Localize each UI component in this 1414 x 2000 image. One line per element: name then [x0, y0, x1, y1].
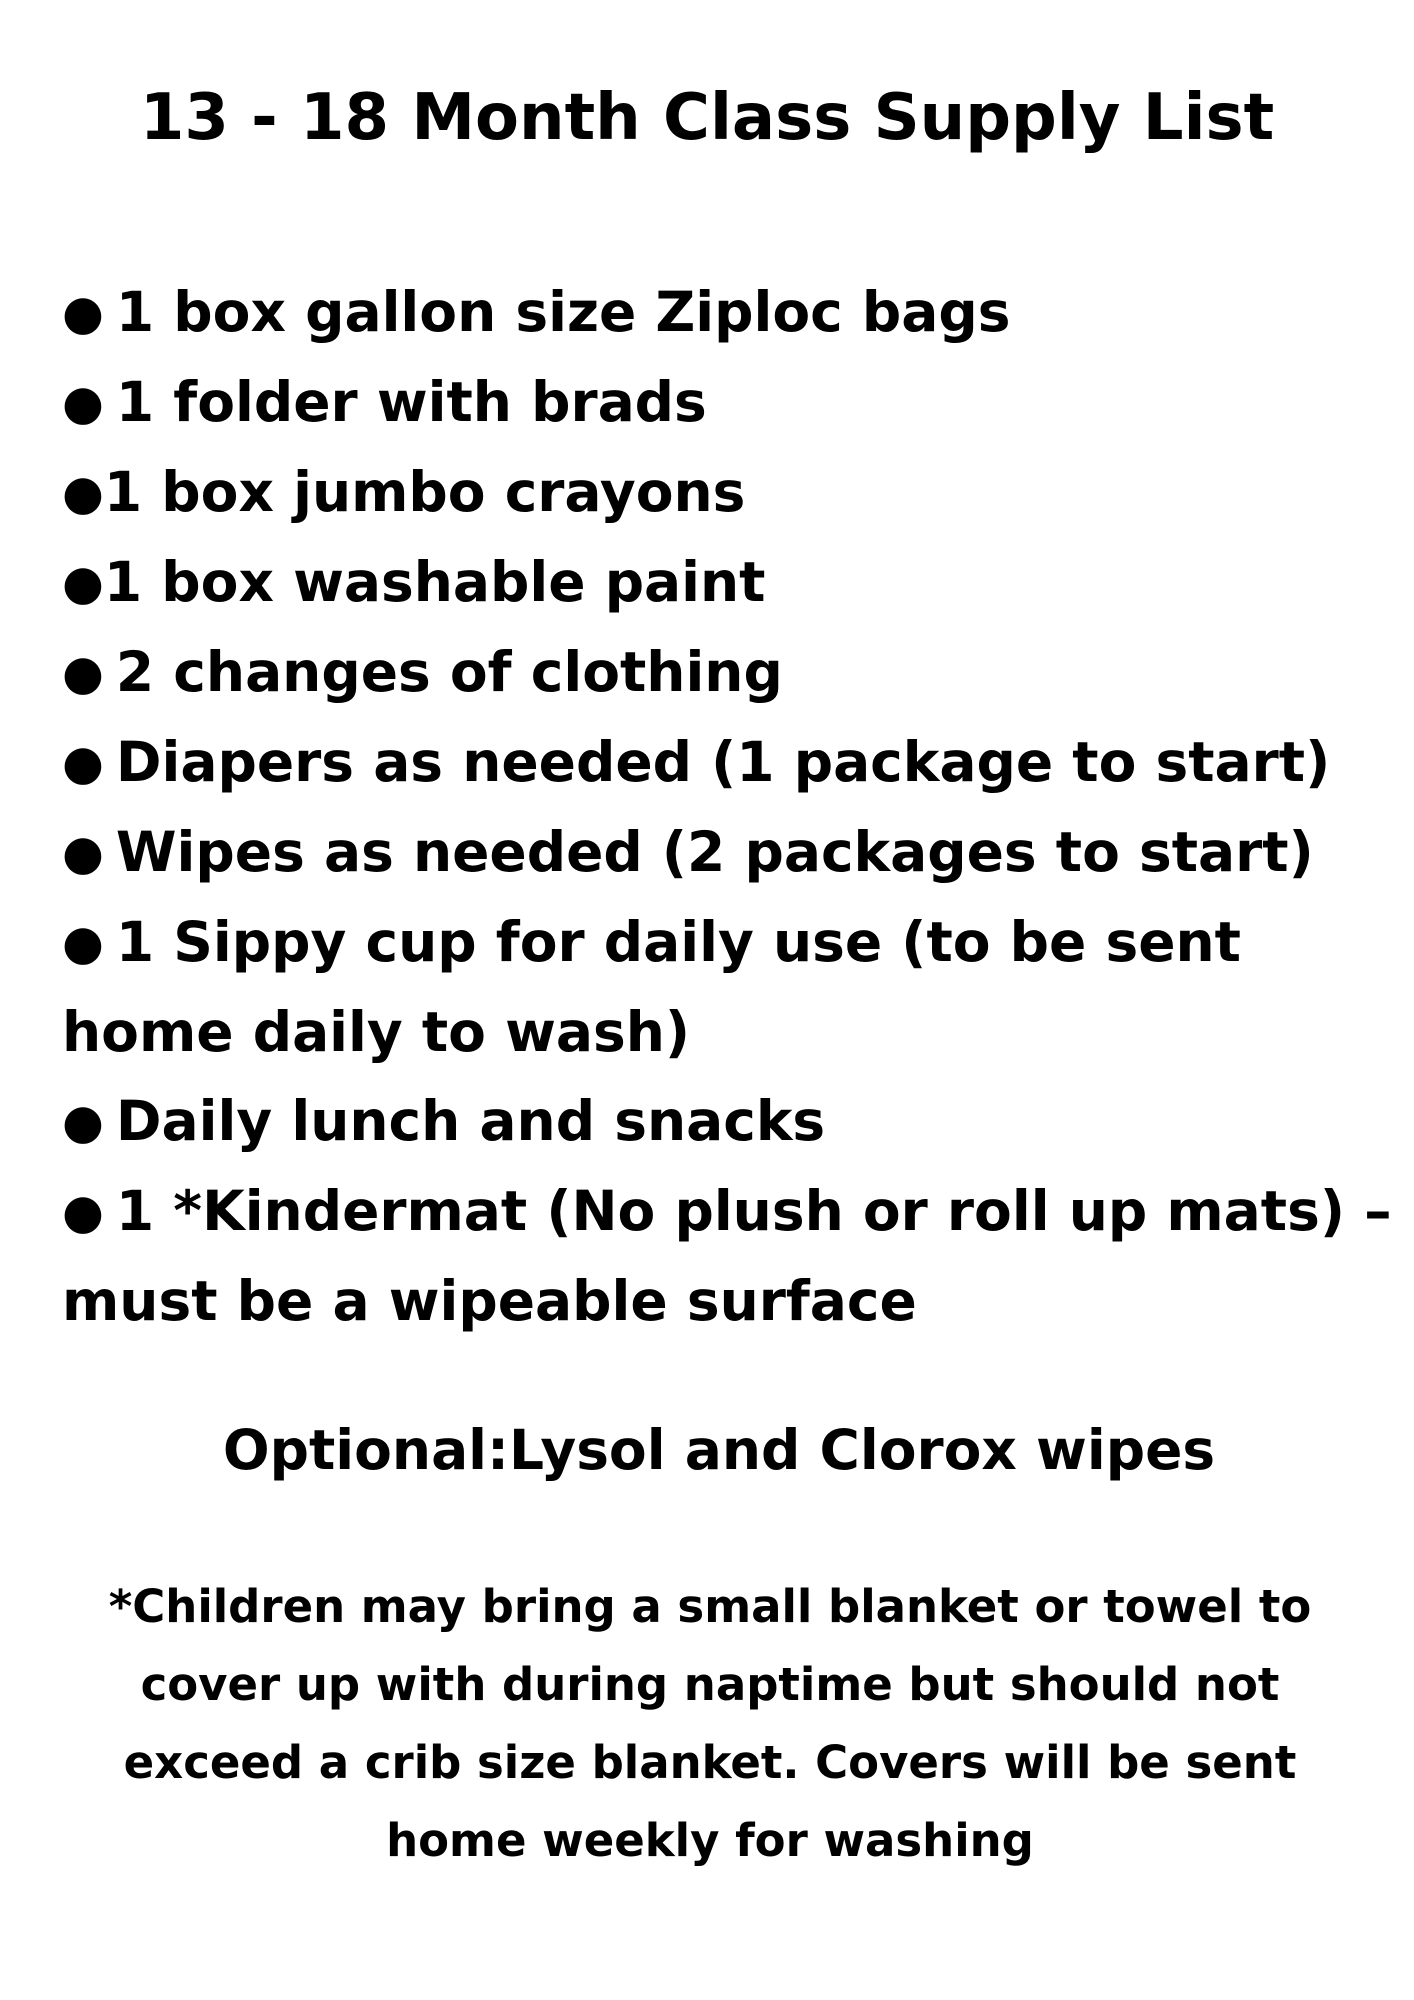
list-item-text: 1 box washable paint [103, 550, 766, 614]
list-item [62, 808, 1402, 898]
list-item [62, 1167, 1402, 1346]
bullet-icon: ● [62, 735, 104, 791]
list-item-text: 1 *Kindermat (No plush or roll up mats) – must be a wipeable surface [62, 1179, 1392, 1333]
list-item-text: 1 Sippy cup for daily use (to be sent home daily to wash) [62, 910, 1241, 1064]
list-item-text: 1 box jumbo crayons [103, 460, 746, 524]
list-item [62, 268, 1402, 358]
list-item [62, 718, 1402, 808]
list-item-text: Wipes as needed (2 packages to start) [115, 820, 1314, 884]
bullet-icon: ● [62, 375, 104, 431]
supply-list [62, 268, 1402, 1346]
blanket-note: *Children may bring a small blanket or towel to cover up with during naptime but should not exceed a crib size blanket. Covers will be sent home weekly for washing [108, 1580, 1312, 1867]
bullet-icon: ● [62, 1184, 104, 1240]
list-item [62, 628, 1402, 718]
page-title: 13 - 18 Month Class Supply List [139, 81, 1275, 155]
list-item-text: 1 folder with brads [115, 370, 707, 434]
list-item-text: Daily lunch and snacks [115, 1089, 826, 1153]
bullet-icon: ● [62, 465, 104, 521]
list-item [62, 448, 1402, 538]
bullet-icon: ● [62, 555, 104, 611]
bullet-icon: ● [62, 915, 104, 971]
bullet-icon: ● [62, 825, 104, 881]
bullet-icon: ● [62, 285, 104, 341]
list-item [62, 538, 1402, 628]
optional-items: Optional:Lysol and Clorox wipes [222, 1418, 1216, 1482]
bullet-icon: ● [62, 1094, 104, 1150]
list-item [62, 1077, 1402, 1167]
list-item [62, 358, 1402, 448]
list-item-text: Diapers as needed (1 package to start) [115, 730, 1331, 794]
list-item-text: 1 box gallon size Ziploc bags [115, 280, 1011, 344]
list-item [62, 898, 1402, 1077]
list-item-text: 2 changes of clothing [115, 640, 783, 704]
bullet-icon: ● [62, 645, 104, 701]
